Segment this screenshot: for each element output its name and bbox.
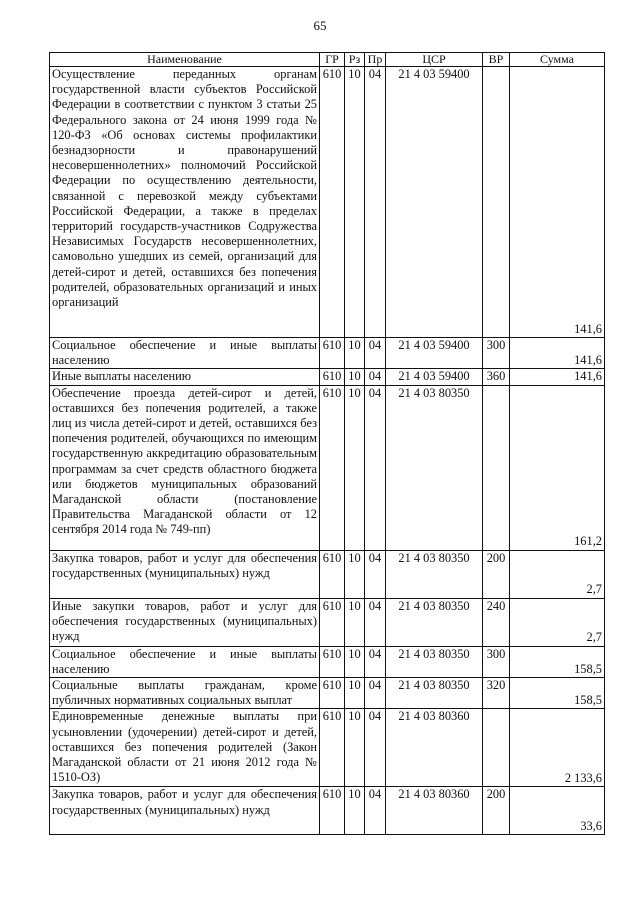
row-pr: 04 <box>365 678 386 709</box>
row-name: Единовременные денежные выплаты при усыновлении (удочерении) детей-сирот и детей, оставшихся без попечения родителей (Закон Магаданской области от 21 июня 2012 года № 1510-ОЗ) <box>50 709 320 787</box>
table-row <box>50 338 605 369</box>
row-pr: 04 <box>365 646 386 677</box>
row-csr: 21 4 03 80360 <box>386 709 483 787</box>
row-vr: 200 <box>483 787 510 835</box>
row-name: Социальные выплаты гражданам, кроме публичных нормативных социальных выплат <box>50 678 320 709</box>
row-csr: 21 4 03 80350 <box>386 598 483 646</box>
row-vr: 200 <box>483 550 510 598</box>
table-row <box>50 369 605 385</box>
row-sum: 2,7 <box>510 550 605 598</box>
row-csr: 21 4 03 59400 <box>386 369 483 385</box>
row-vr <box>483 709 510 787</box>
row-gr: 610 <box>320 369 345 385</box>
row-csr: 21 4 03 80350 <box>386 550 483 598</box>
header-csr: ЦСР <box>386 53 483 67</box>
row-rz: 10 <box>345 646 365 677</box>
row-name: Социальное обеспечение и иные выплаты населению <box>50 646 320 677</box>
row-rz: 10 <box>345 678 365 709</box>
row-csr: 21 4 03 80350 <box>386 678 483 709</box>
row-vr: 300 <box>483 646 510 677</box>
table-row <box>50 787 605 835</box>
table-header-row <box>50 53 605 67</box>
table-row <box>50 550 605 598</box>
row-csr: 21 4 03 59400 <box>386 338 483 369</box>
header-pr: Пр <box>365 53 386 67</box>
row-sum: 141,6 <box>510 338 605 369</box>
header-rz: Рз <box>345 53 365 67</box>
table-row <box>50 646 605 677</box>
row-sum: 141,6 <box>510 369 605 385</box>
table-row <box>50 678 605 709</box>
row-gr: 610 <box>320 787 345 835</box>
row-vr <box>483 385 510 550</box>
row-vr: 240 <box>483 598 510 646</box>
row-sum: 161,2 <box>510 385 605 550</box>
row-vr <box>483 67 510 338</box>
row-gr: 610 <box>320 646 345 677</box>
row-csr: 21 4 03 80350 <box>386 646 483 677</box>
header-gr: ГР <box>320 53 345 67</box>
row-sum: 158,5 <box>510 646 605 677</box>
budget-table <box>49 52 605 835</box>
table-row <box>50 598 605 646</box>
row-rz: 10 <box>345 385 365 550</box>
header-name: Наименование <box>50 53 320 67</box>
row-sum: 33,6 <box>510 787 605 835</box>
row-pr: 04 <box>365 385 386 550</box>
row-name: Социальное обеспечение и иные выплаты населению <box>50 338 320 369</box>
row-rz: 10 <box>345 709 365 787</box>
page-number: 65 <box>313 18 327 33</box>
row-gr: 610 <box>320 67 345 338</box>
row-csr: 21 4 03 80350 <box>386 385 483 550</box>
row-sum: 2 133,6 <box>510 709 605 787</box>
row-gr: 610 <box>320 338 345 369</box>
header-sum: Сумма <box>510 53 605 67</box>
row-csr: 21 4 03 80360 <box>386 787 483 835</box>
row-rz: 10 <box>345 67 365 338</box>
row-name: Иные выплаты населению <box>50 369 320 385</box>
table-row <box>50 709 605 787</box>
row-pr: 04 <box>365 787 386 835</box>
row-gr: 610 <box>320 385 345 550</box>
row-name: Обеспечение проезда детей-сирот и детей, оставшихся без попечения родителей, а также лиц из числа детей-сирот и детей, оставшихся без попечения родителей, обучающихся по имеющим государственную аккредитацию образовательным программам за счет средств областного бюджета или бюджетов муниципальных образований Магаданской области (постановление Правительства Магаданской области от 12 сентября 2014 года № 749-пп) <box>50 385 320 550</box>
row-gr: 610 <box>320 598 345 646</box>
row-sum: 2,7 <box>510 598 605 646</box>
row-gr: 610 <box>320 709 345 787</box>
row-vr: 320 <box>483 678 510 709</box>
row-pr: 04 <box>365 67 386 338</box>
row-sum: 158,5 <box>510 678 605 709</box>
row-sum: 141,6 <box>510 67 605 338</box>
row-pr: 04 <box>365 550 386 598</box>
row-csr: 21 4 03 59400 <box>386 67 483 338</box>
row-name: Закупка товаров, работ и услуг для обеспечения государственных (муниципальных) нужд <box>50 550 320 598</box>
row-vr: 300 <box>483 338 510 369</box>
row-rz: 10 <box>345 787 365 835</box>
row-rz: 10 <box>345 598 365 646</box>
row-rz: 10 <box>345 338 365 369</box>
table-row <box>50 385 605 550</box>
row-vr: 360 <box>483 369 510 385</box>
row-gr: 610 <box>320 678 345 709</box>
header-vr: ВР <box>483 53 510 67</box>
row-name: Закупка товаров, работ и услуг для обеспечения государственных (муниципальных) нужд <box>50 787 320 835</box>
row-rz: 10 <box>345 550 365 598</box>
row-gr: 610 <box>320 550 345 598</box>
row-name: Осуществление переданных органам государственной власти субъектов Российской Федерации в соответствии с пунктом 3 статьи 25 Федерального закона от 24 июня 1999 года № 120-ФЗ «Об основах системы профилактики безнадзорности и правонарушений несовершеннолетних» полномочий Российской Федерации по осуществлению деятельности, связанной с перевозкой между субъектами Российской Федерации, а также в пределах территорий государств-участников Содружества Независимых Государств несовершеннолетних, самовольно ушедших из семей, организаций для детей-сирот и детей, оставшихся без попечения родителей, образовательных организаций и иных организаций <box>50 67 320 338</box>
row-pr: 04 <box>365 709 386 787</box>
row-pr: 04 <box>365 598 386 646</box>
row-name: Иные закупки товаров, работ и услуг для обеспечения государственных (муниципальных) нужд <box>50 598 320 646</box>
row-rz: 10 <box>345 369 365 385</box>
row-pr: 04 <box>365 369 386 385</box>
table-row <box>50 67 605 338</box>
row-pr: 04 <box>365 338 386 369</box>
